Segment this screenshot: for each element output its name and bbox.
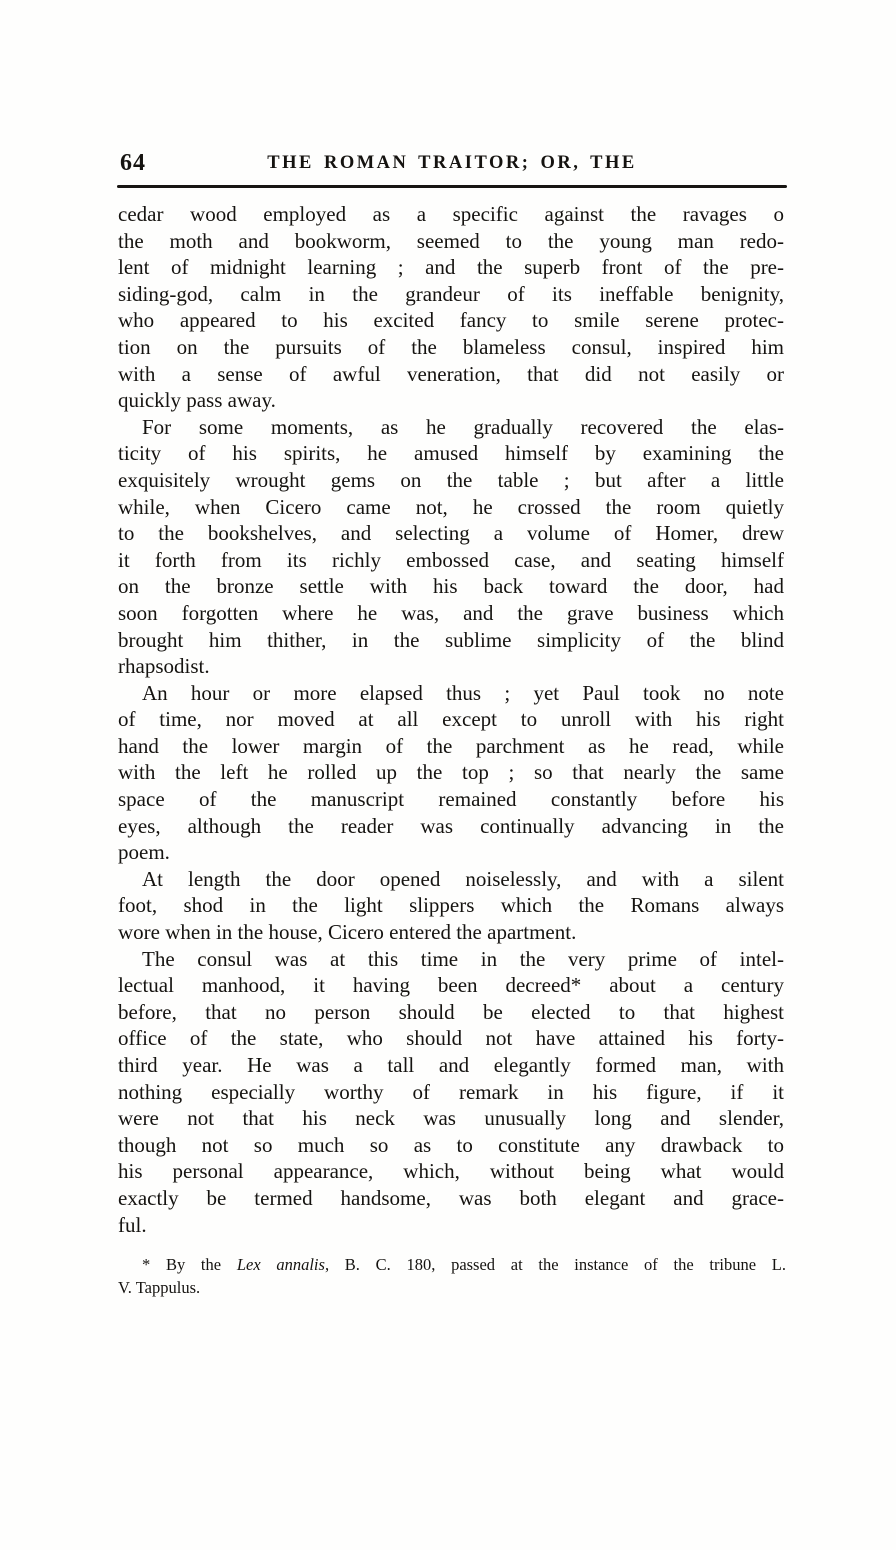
text-line: rhapsodist. bbox=[118, 654, 210, 679]
running-head-title: THE ROMAN TRAITOR; OR, THE bbox=[267, 153, 637, 173]
text-line: exactly be termed handsome, was both elegant and grace- bbox=[118, 1185, 784, 1210]
footnote-text: , B. C. 180, passed at the instance of the tribune L. bbox=[324, 1255, 787, 1274]
text-line: tion on the pursuits of the blameless consul, inspired him bbox=[118, 334, 784, 359]
text-line: with a sense of awful veneration, that did not easily or bbox=[118, 361, 784, 386]
text-line: lent of midnight learning ; and the superb front of the pre- bbox=[118, 255, 784, 280]
text-line: eyes, although the reader was continually advancing in the bbox=[118, 813, 784, 838]
text-line: exquisitely wrought gems on the table ; but after a little bbox=[118, 467, 784, 492]
text-line: it forth from its richly embossed case, and seating himself bbox=[118, 547, 784, 572]
paragraph bbox=[118, 201, 784, 414]
text-line: siding-god, calm in the grandeur of its ineffable benignity, bbox=[118, 281, 784, 306]
text-line: though not so much so as to constitute any drawback to bbox=[118, 1132, 784, 1157]
text-line: third year. He was a tall and elegantly formed man, with bbox=[118, 1053, 784, 1077]
text-line: who appeared to his excited fancy to smile serene protec- bbox=[118, 308, 784, 333]
footnote-text: * By the bbox=[142, 1255, 237, 1274]
text-line: before, that no person should be elected to that highest bbox=[118, 999, 784, 1024]
page-header bbox=[118, 150, 786, 180]
paragraph bbox=[118, 414, 784, 680]
text-line: ticity of his spirits, he amused himself by examining the bbox=[118, 441, 784, 466]
paragraph bbox=[118, 866, 784, 946]
page-number: 64 bbox=[120, 150, 146, 176]
text-line: ful. bbox=[118, 1212, 147, 1237]
text-line: with the left he rolled up the top ; so that nearly the same bbox=[118, 760, 784, 785]
text-line: The consul was at this time in the very prime of intel- bbox=[142, 946, 784, 971]
text-line: An hour or more elapsed thus ; yet Paul took no note bbox=[142, 680, 784, 705]
text-line: lectual manhood, it having been decreed* about a century bbox=[118, 973, 784, 998]
text-line: of time, nor moved at all except to unroll with his right bbox=[118, 707, 784, 732]
text-line: space of the manuscript remained constantly before his bbox=[118, 787, 784, 812]
text-line: office of the state, who should not have attained his forty- bbox=[118, 1026, 784, 1051]
text-line: nothing especially worthy of remark in his figure, if it bbox=[118, 1079, 784, 1104]
text-line: poem. bbox=[118, 840, 170, 865]
text-line: cedar wood employed as a specific against the ravages o bbox=[118, 202, 784, 226]
paragraph bbox=[118, 946, 784, 1239]
text-line: were not that his neck was unusually long and slender, bbox=[118, 1106, 784, 1131]
text-line: foot, shod in the light slippers which the Romans always bbox=[118, 893, 784, 918]
text-line: while, when Cicero came not, he crossed the room quietly bbox=[118, 494, 784, 519]
text-line: quickly pass away. bbox=[118, 388, 276, 413]
footnote-line: V. Tappulus. bbox=[118, 1278, 201, 1297]
footnote bbox=[118, 1253, 786, 1299]
text-line: hand the lower margin of the parchment as he read, while bbox=[118, 733, 784, 758]
text-line: soon forgotten where he was, and the grave business which bbox=[118, 600, 784, 625]
text-line: For some moments, as he gradually recovered the elas- bbox=[142, 414, 784, 439]
text-line: brought him thither, in the sublime simplicity of the blind bbox=[118, 627, 784, 652]
text-line: wore when in the house, Cicero entered the apartment. bbox=[118, 920, 577, 945]
header-rule bbox=[117, 185, 787, 188]
text-line: on the bronze settle with his back toward the door, had bbox=[118, 574, 784, 599]
paragraph bbox=[118, 680, 784, 866]
text-line: his personal appearance, which, without being what would bbox=[118, 1159, 784, 1184]
text-line: the moth and bookworm, seemed to the young man redo- bbox=[118, 228, 784, 253]
text-line: to the bookshelves, and selecting a volume of Homer, drew bbox=[118, 521, 784, 546]
text-line: At length the door opened noiselessly, and with a silent bbox=[142, 866, 784, 891]
body-text bbox=[118, 201, 784, 1238]
footnote-line bbox=[118, 1253, 786, 1276]
footnote-italic-phrase: Lex annalis bbox=[236, 1255, 325, 1274]
